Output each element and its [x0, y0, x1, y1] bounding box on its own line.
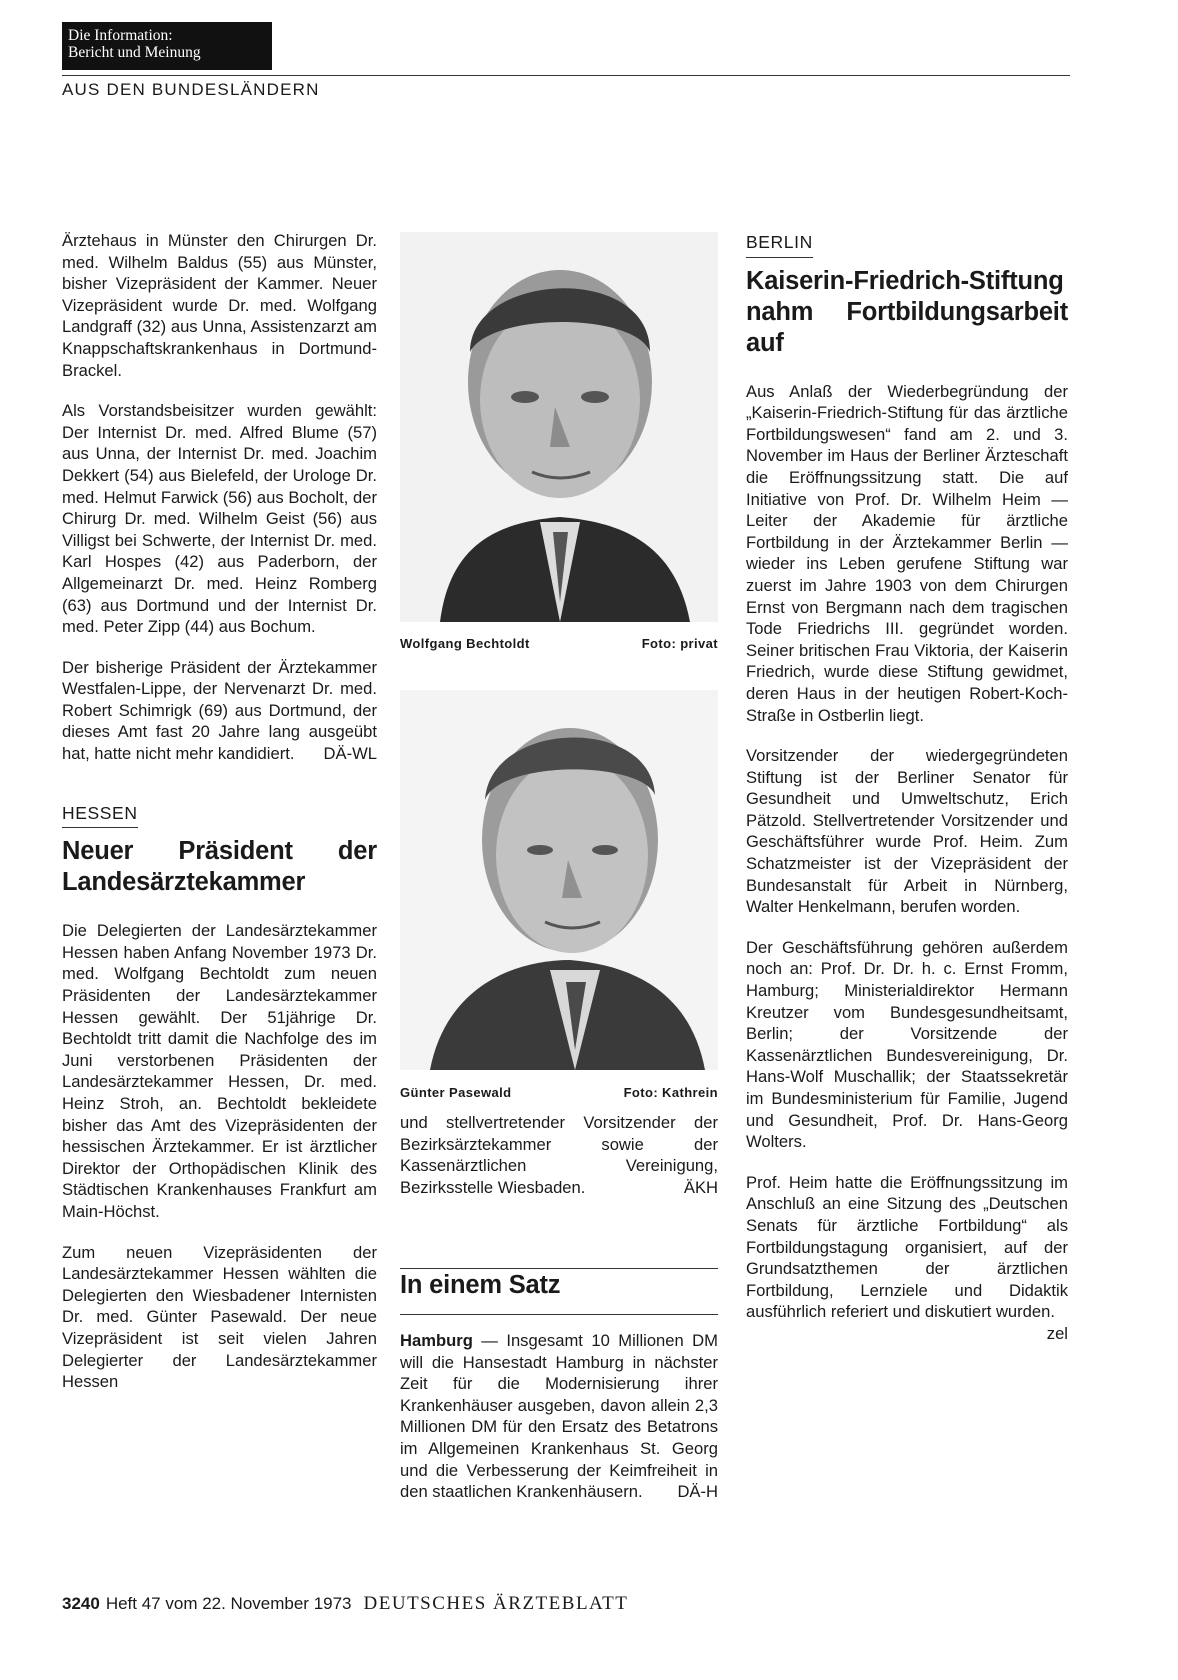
paragraph: Vorsitzender der wiedergegründeten Stiftung ist der Berliner Senator für Gesundheit und Umweltschutz, Erich Pätzold. Stellvertretender Vorsitzender und Geschäftsführer wurde Prof. Heim. Zum Schatzmeister ist der Vizepräsident der Bundesanstalt für Arbeit in Nürnberg, Walter Henkelmann, berufen worden.: [746, 746, 1068, 917]
section-title: AUS DEN BUNDESLÄNDERN: [62, 80, 320, 99]
column-left: [62, 230, 377, 1412]
column-right: [746, 232, 1068, 1345]
caption-name: Wolfgang Bechtoldt: [400, 636, 530, 651]
paragraph: [400, 1112, 718, 1198]
column-middle: [400, 1112, 718, 1217]
portrait-photo-pasewald: [400, 690, 718, 1070]
header-rule: [62, 75, 1070, 76]
paragraph-text: — Insgesamt 10 Millionen DM will die Hansestadt Hamburg in nächster Zeit für die Modernisierung ihrer Krankenhäuser ausgeben, davon allein 2,3 Millionen DM für den Ersatz des Betatrons im Allgemeinen Krankenhaus St. Georg und die Verbesserung der Keimfreiheit in den staatlichen Krankenhäusern.: [400, 1331, 718, 1502]
author-sign: DÄ-H: [677, 1482, 718, 1502]
caption-name: Günter Pasewald: [400, 1085, 512, 1100]
magazine-title: DEUTSCHES ÄRZTEBLATT: [363, 1593, 629, 1614]
issue-info: Heft 47 vom 22. November 1973: [105, 1594, 352, 1613]
article-headline: Kaiserin-Friedrich-Stiftung nahm Fortbildungsarbeit auf: [746, 266, 1068, 357]
paragraph-text: und stellvertretender Vorsitzender der Bezirksärztekammer sowie der Kassenärztlichen Vereinigung, Bezirksstelle Wiesbaden.: [400, 1113, 718, 1197]
section-rule: [400, 1268, 718, 1269]
badge-line-1: Die Information:: [68, 27, 173, 44]
paragraph: [400, 1330, 718, 1503]
portrait-image: [400, 232, 718, 622]
caption-credit: Foto: Kathrein: [623, 1085, 718, 1100]
caption-credit: Foto: privat: [641, 636, 718, 651]
photo-caption: [400, 1085, 718, 1100]
paragraph: Die Delegierten der Landesärztekammer Hessen haben Anfang November 1973 Dr. med. Wolfgang Bechtoldt zum neuen Präsidenten der Landesärztekammer Hessen gewählt. Der 51jährige Dr. Bechtoldt tritt damit die Nachfolge des im Juni verstorbenen Präsidenten der Landesärztekammer Hessen, Dr. med. Heinz Stroh, an. Bechtoldt bekleidete bisher das Amt des Vizepräsidenten der hessischen Ärztekammer. Er ist ärztlicher Direktor der Orthopädischen Klinik des Städtischen Krankenhauses Frankfurt am Main-Höchst.: [62, 921, 377, 1221]
region-label-berlin: BERLIN: [746, 232, 813, 258]
location-label: Hamburg: [400, 1331, 473, 1350]
paragraph: Ärztehaus in Münster den Chirurgen Dr. med. Wilhelm Baldus (55) aus Münster, bisher Vizepräsident der Kammer. Neuer Vizepräsident wurde Dr. med. Wolfgang Landgraff (32) aus Unna, Assistenzarzt am Knappschaftskrankenhaus in Dortmund-Brackel.: [62, 231, 377, 380]
article-headline: Neuer Präsident der Landesärztekammer: [62, 837, 377, 897]
portrait-image: [400, 690, 718, 1070]
badge-line-2: Bericht und Meinung: [68, 44, 201, 61]
satz-headline: In einem Satz: [400, 1271, 561, 1299]
author-sign: DÄ-WL: [323, 744, 377, 764]
section-badge: [62, 22, 272, 70]
region-label-hessen: HESSEN: [62, 803, 138, 829]
satz-column: [400, 1330, 718, 1522]
paragraph: Der Geschäftsführung gehören außerdem noch an: Prof. Dr. Dr. h. c. Ernst Fromm, Hamburg; Ministerialdirektor Hermann Kreutzer vom Bundesgesundheitsamt, Berlin; der Vorsitzende der Kassenärztlichen Bundesvereinigung, Dr. Hans-Wolf Muschallik; der Staatssekretär im Bundesministerium für Familie, Jugend und Gesundheit, Prof. Dr. Hans-Georg Wolters.: [746, 937, 1068, 1152]
paragraph-text: Prof. Heim hatte die Eröffnungssitzung im Anschluß an eine Sitzung des „Deutschen Senats für ärztliche Fortbildung“ als Fortbildungstagung organisiert, auf der Grundsatzthemen der ärztlichen Fortbildung, Lernziele und Didaktik ausführlich referiert und diskutiert wurden.: [746, 1172, 1068, 1322]
paragraph: [746, 1172, 1068, 1343]
photo-caption: [400, 636, 718, 651]
section-rule: [400, 1314, 718, 1315]
paragraph: [62, 657, 377, 765]
page-footer: [62, 1593, 628, 1615]
author-sign: zel: [1046, 1323, 1068, 1343]
portrait-photo-bechtoldt: [400, 232, 718, 622]
paragraph: Als Vorstandsbeisitzer wurden gewählt: Der Internist Dr. med. Alfred Blume (57) aus Unna, der Internist Dr. med. Joachim Dekkert (54) aus Bielefeld, der Urologe Dr. med. Helmut Farwick (56) aus Bocholt, der Chirurg Dr. med. Wilhelm Geist (56) aus Villigst bei Schwerte, der Internist Dr. med. Karl Hospes (42) aus Paderborn, der Allgemeinarzt Dr. med. Heinz Romberg (63) aus Dortmund und der Internist Dr. med. Peter Zipp (44) aus Bochum.: [62, 401, 377, 637]
paragraph-text: Der bisherige Präsident der Ärztekammer Westfalen-Lippe, der Nervenarzt Dr. med. Robert Schimrigk (69) aus Dortmund, der dieses Amt fast 20 Jahre lang ausgeübt hat, hatte nicht mehr kandidiert.: [62, 657, 377, 764]
page-number: 3240: [62, 1594, 100, 1613]
paragraph: Zum neuen Vizepräsidenten der Landesärztekammer Hessen wählten die Delegierten den Wiesbadener Internisten Dr. med. Günter Pasewald. Der neue Vizepräsident ist seit vielen Jahren Delegierter der Landesärztekammer Hessen: [62, 1242, 377, 1392]
author-sign: ÄKH: [683, 1177, 718, 1197]
paragraph: Aus Anlaß der Wiederbegründung der „Kaiserin-Friedrich-Stiftung für das ärztliche Fortbildungswesen“ fand am 2. und 3. November im Haus der Berliner Ärzteschaft die Eröffnungssitzung statt. Die auf Initiative von Prof. Dr. Wilhelm Heim — Leiter der Akademie für ärztliche Fortbildung in der Ärztekammer Berlin — wieder ins Leben gerufene Stiftung war zuerst im Jahre 1903 von dem Chirurgen Ernst von Bergmann nach dem tragischen Tode Friedrichs III. gegründet worden. Seiner britischen Frau Viktoria, der Kaiserin Friedrich, wurde diese Stiftung gewidmet, deren Haus in der heutigen Robert-Koch-Straße in Ostberlin liegt.: [746, 381, 1068, 725]
